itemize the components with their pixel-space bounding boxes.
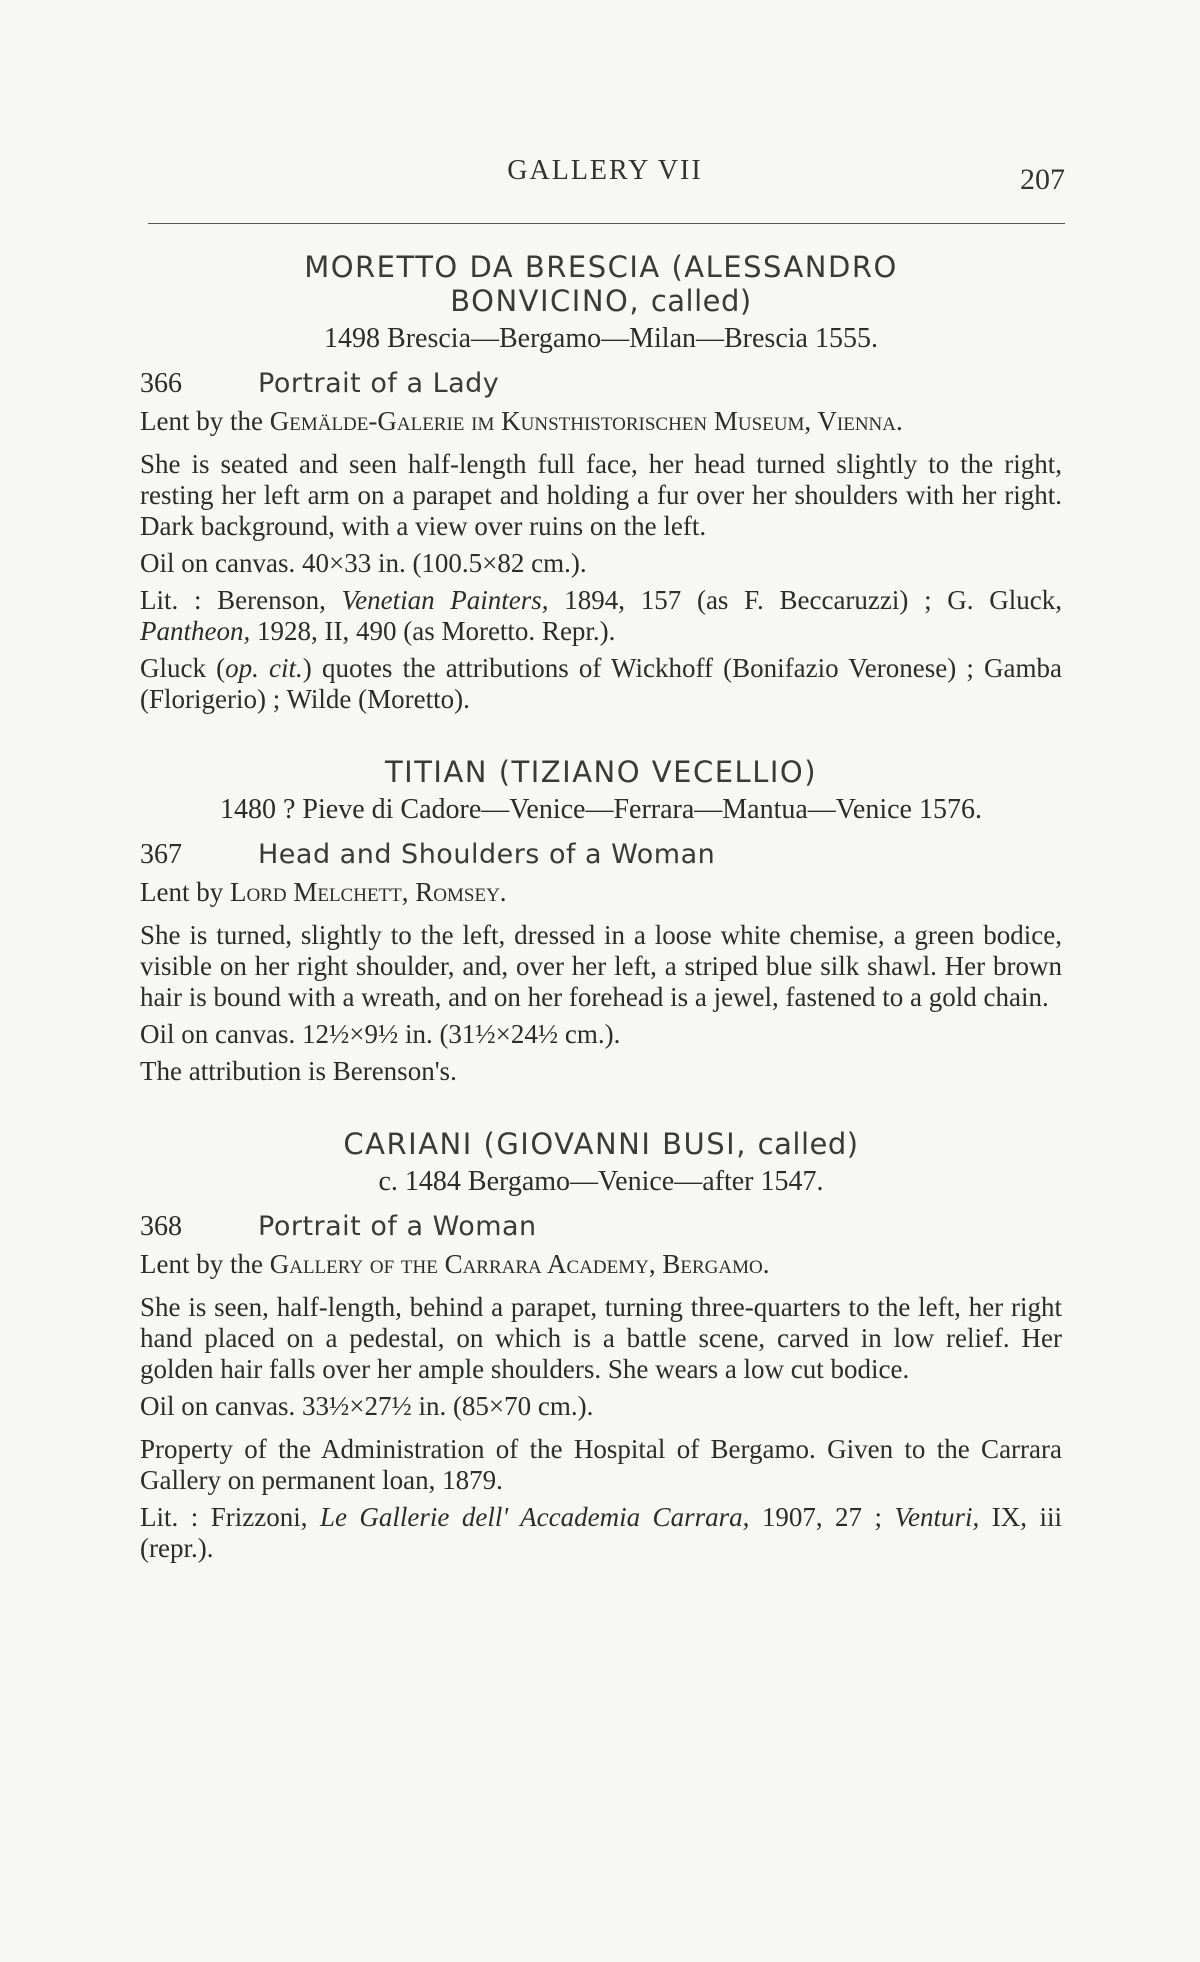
entry-medium: Oil on canvas. 40×33 in. (100.5×82 cm.). [140,548,587,578]
header-rule [148,223,1065,224]
entry-title: Portrait of a Woman [258,1211,537,1242]
artist-called: called) [650,284,752,318]
lender-name: Gallery of the Carrara Academy, Bergamo. [269,1249,770,1279]
artist-name-line1: MORETTO DA BRESCIA (ALESSANDRO [304,250,898,284]
lit-end: IX, iii (repr.). [140,1502,1062,1563]
artist-heading [140,250,1062,318]
section-spacer [140,1087,1062,1127]
lit-prefix: Lit. : Berenson, [140,585,326,615]
note-prefix: Gluck ( [140,653,226,683]
lit-end: 1928, II, 490 (as Moretto. Repr.). [256,616,616,646]
entry-heading [140,366,1062,402]
entry-description: She is seated and seen half-length full face, her head turned slightly to the right, resting her left arm on a parapet and holding a fur over her shoulders with her right. Dark background, with a view over ruins on the left. [140,449,1062,541]
catalogue-entry-366 [140,250,1062,715]
lender-line [140,877,1062,908]
artist-heading [140,1127,1062,1161]
page-number: 207 [1020,163,1065,196]
note-italic: op. cit. [225,653,303,683]
lit-mid: 1894, 157 (as F. Beccaruzzi) ; G. Gluck, [564,585,1063,615]
entry-heading [140,1209,1062,1245]
section-spacer [140,715,1062,755]
artist-life-dates: 1480 ? Pieve di Cadore—Venice—Ferrara—Mantua—Venice 1576. [220,794,982,825]
lit-source-1: Venetian Painters, [341,585,549,615]
lender-prefix: Lent by [140,877,224,907]
entry-number: 367 [140,839,182,870]
entry-number: 368 [140,1211,182,1242]
lender-name: Gemälde-Galerie im Kunsthistorischen Museum, Vienna. [269,406,903,436]
lender-name: Lord Melchett, Romsey. [229,877,507,907]
catalogue-content [140,250,1062,1564]
entry-literature [140,1502,1062,1564]
note-rest: ) quotes the attributions of Wickhoff (Bonifazio Veronese) ; Gamba (Florigerio) ; Wilde (Moretto). [140,653,1062,714]
entry-heading [140,837,1062,873]
lit-source-2: Pantheon, [140,616,251,646]
artist-name: CARIANI (GIOVANNI BUSI, [343,1127,747,1161]
artist-name-part: BONVICINO, [450,284,641,318]
entry-medium: Oil on canvas. 33½×27½ in. (85×70 cm.). [140,1391,594,1421]
entry-number: 366 [140,368,182,399]
artist-heading: TITIAN (TIZIANO VECELLIO) [384,755,818,789]
artist-life-dates: 1498 Brescia—Bergamo—Milan—Brescia 1555. [324,323,878,354]
lender-prefix: Lent by the [140,406,263,436]
entry-medium: Oil on canvas. 12½×9½ in. (31½×24½ cm.). [140,1019,621,1049]
entry-note: The attribution is Berenson's. [140,1056,457,1086]
lender-prefix: Lent by the [140,1249,263,1279]
entry-note [140,653,1062,715]
lit-source-1: Le Gallerie dell' Accademia Carrara, [319,1502,750,1532]
artist-name-line2 [140,284,1062,318]
entry-title: Portrait of a Lady [258,368,500,399]
entry-description: She is seen, half-length, behind a parapet, turning three-quarters to the left, her right hand placed on a pedestal, on which is a battle scene, carved in low relief. Her golden hair falls over her ample shoulders. She wears a low cut bodice. [140,1292,1062,1384]
lit-prefix: Lit. : Frizzoni, [140,1502,308,1532]
catalogue-entry-368 [140,1127,1062,1564]
lit-source-2: Venturi, [894,1502,980,1532]
entry-description: She is turned, slightly to the left, dressed in a loose white chemise, a green bodice, visible on her right shoulder, and, over her left, a striped blue silk shawl. Her brown hair is bound with a wreath, and on her forehead is a jewel, fastened to a gold chain. [140,920,1062,1012]
artist-life-dates: c. 1484 Bergamo—Venice—after 1547. [378,1166,824,1197]
lit-mid: 1907, 27 ; [761,1502,883,1532]
lender-line [140,1249,1062,1280]
artist-called: called) [757,1127,859,1161]
entry-title: Head and Shoulders of a Woman [258,839,716,870]
catalogue-entry-367 [140,755,1062,1087]
lender-line [140,406,1062,437]
running-title: GALLERY VII [507,155,703,186]
running-head [145,155,1065,195]
entry-literature [140,585,1062,647]
entry-provenance: Property of the Administration of the Hospital of Bergamo. Given to the Carrara Gallery on permanent loan, 1879. [140,1434,1062,1495]
